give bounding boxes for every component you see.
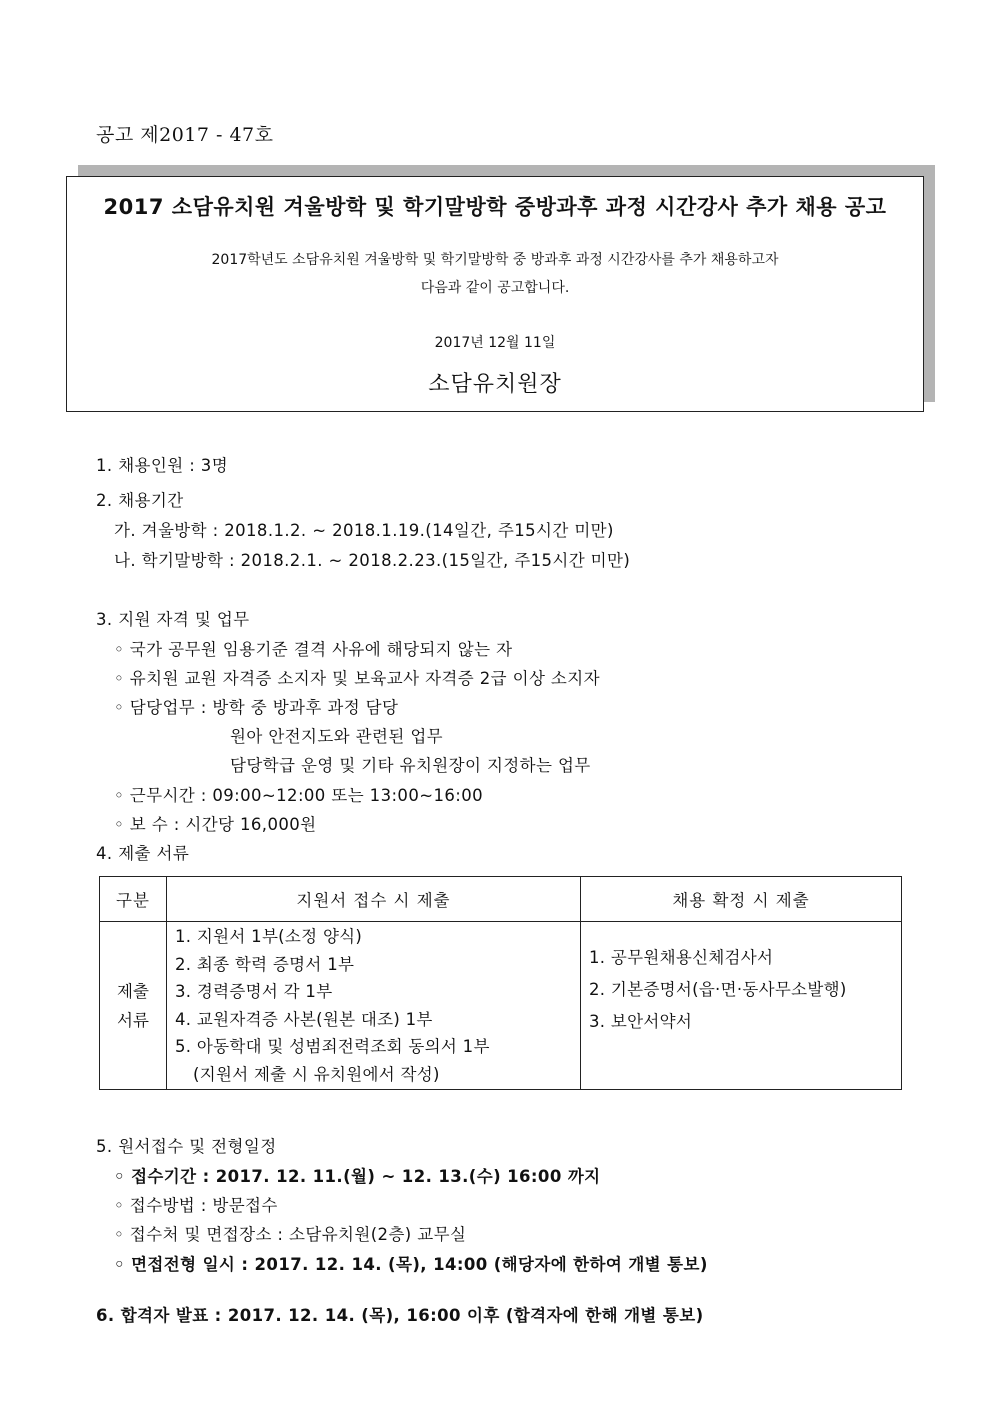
duty-item: 원아 안전지도와 관련된 업무 — [230, 727, 444, 746]
category-line: 서류 — [117, 1010, 149, 1030]
notice-number: 공고 제2017 - 47호 — [96, 124, 274, 146]
application-method: ◦ 접수방법 : 방문접수 — [114, 1196, 278, 1215]
header-application: 지원서 접수 시 제출 — [167, 877, 581, 922]
list-item: 3. 경력증명서 각 1부 — [175, 982, 333, 1001]
list-item: 1. 공무원채용신체검사서 — [589, 948, 774, 967]
confirmation-docs-cell — [581, 922, 902, 1090]
section-3-heading: 3. 지원 자격 및 업무 — [96, 610, 250, 629]
list-item: 3. 보안서약서 — [589, 1012, 693, 1031]
duty-item: ◦ 담당업무 : 방학 중 방과후 과정 담당 — [114, 698, 399, 717]
category-cell — [100, 922, 167, 1090]
period-term-end: 나. 학기말방학 : 2018.2.1. ~ 2018.2.23.(15일간, 주15시간 미만) — [114, 551, 631, 570]
section-2-heading: 2. 채용기간 — [96, 491, 184, 510]
intro-line-2: 다음과 같이 공고합니다. — [420, 280, 570, 296]
period-winter: 가. 겨울방학 : 2018.1.2. ~ 2018.1.19.(14일간, 주15시간 미만) — [114, 521, 614, 540]
notice-date: 2017년 12월 11일 — [434, 335, 556, 351]
header-box — [66, 176, 924, 412]
intro-line-1: 2017학년도 소담유치원 겨울방학 및 학기말방학 중 방과후 과정 시간강사를 추가 채용하고자 — [211, 252, 779, 268]
category-line: 제출 — [117, 981, 149, 1001]
work-hours: ◦ 근무시간 : 09:00~12:00 또는 13:00~16:00 — [114, 786, 484, 805]
application-period: ◦ 접수기간 : 2017. 12. 11.(월) ~ 12. 13.(수) 16:00 까지 — [114, 1167, 601, 1186]
list-item: 2. 최종 학력 증명서 1부 — [175, 954, 355, 974]
application-location: ◦ 접수처 및 면접장소 : 소담유치원(2층) 교무실 — [114, 1225, 467, 1244]
duty-item: 담당학급 운영 및 기타 유치원장이 지정하는 업무 — [230, 756, 591, 775]
result-announcement: 6. 합격자 발표 : 2017. 12. 14. (목), 16:00 이후 (합격자에 한해 개별 통보) — [96, 1306, 704, 1325]
list-item: 5. 아동학대 및 성범죄전력조회 동의서 1부 — [175, 1037, 490, 1056]
section-4-heading: 4. 제출 서류 — [96, 844, 190, 863]
recruitment-count: 1. 채용인원 : 3명 — [96, 456, 229, 475]
header-category: 구분 — [100, 877, 167, 922]
application-docs-cell — [167, 922, 581, 1090]
documents-table — [99, 876, 902, 1090]
table-row — [100, 922, 902, 1090]
table-header-row — [100, 877, 902, 922]
signature: 소담유치원장 — [428, 372, 562, 397]
header-confirmation: 채용 확정 시 제출 — [581, 877, 902, 922]
list-item: 4. 교원자격증 사본(원본 대조) 1부 — [175, 1009, 433, 1029]
document-title: 2017 소담유치원 겨울방학 및 학기말방학 중방과후 과정 시간강사 추가 채용 공고 — [103, 195, 887, 219]
section-5-heading: 5. 원서접수 및 전형일정 — [96, 1137, 277, 1156]
pay-rate: ◦ 보 수 : 시간당 16,000원 — [114, 815, 317, 834]
list-item: 1. 지원서 1부(소정 양식) — [175, 927, 363, 946]
qualification-item: ◦ 국가 공무원 임용기준 결격 사유에 해당되지 않는 자 — [114, 640, 513, 659]
interview-schedule: ◦ 면접전형 일시 : 2017. 12. 14. (목), 14:00 (해당자에 한하여 개별 통보) — [114, 1255, 708, 1274]
list-item-note: (지원서 제출 시 유치원에서 작성) — [193, 1064, 440, 1084]
list-item: 2. 기본증명서(읍·면·동사무소발행) — [589, 980, 847, 999]
qualification-item: ◦ 유치원 교원 자격증 소지자 및 보육교사 자격증 2급 이상 소지자 — [114, 669, 600, 688]
